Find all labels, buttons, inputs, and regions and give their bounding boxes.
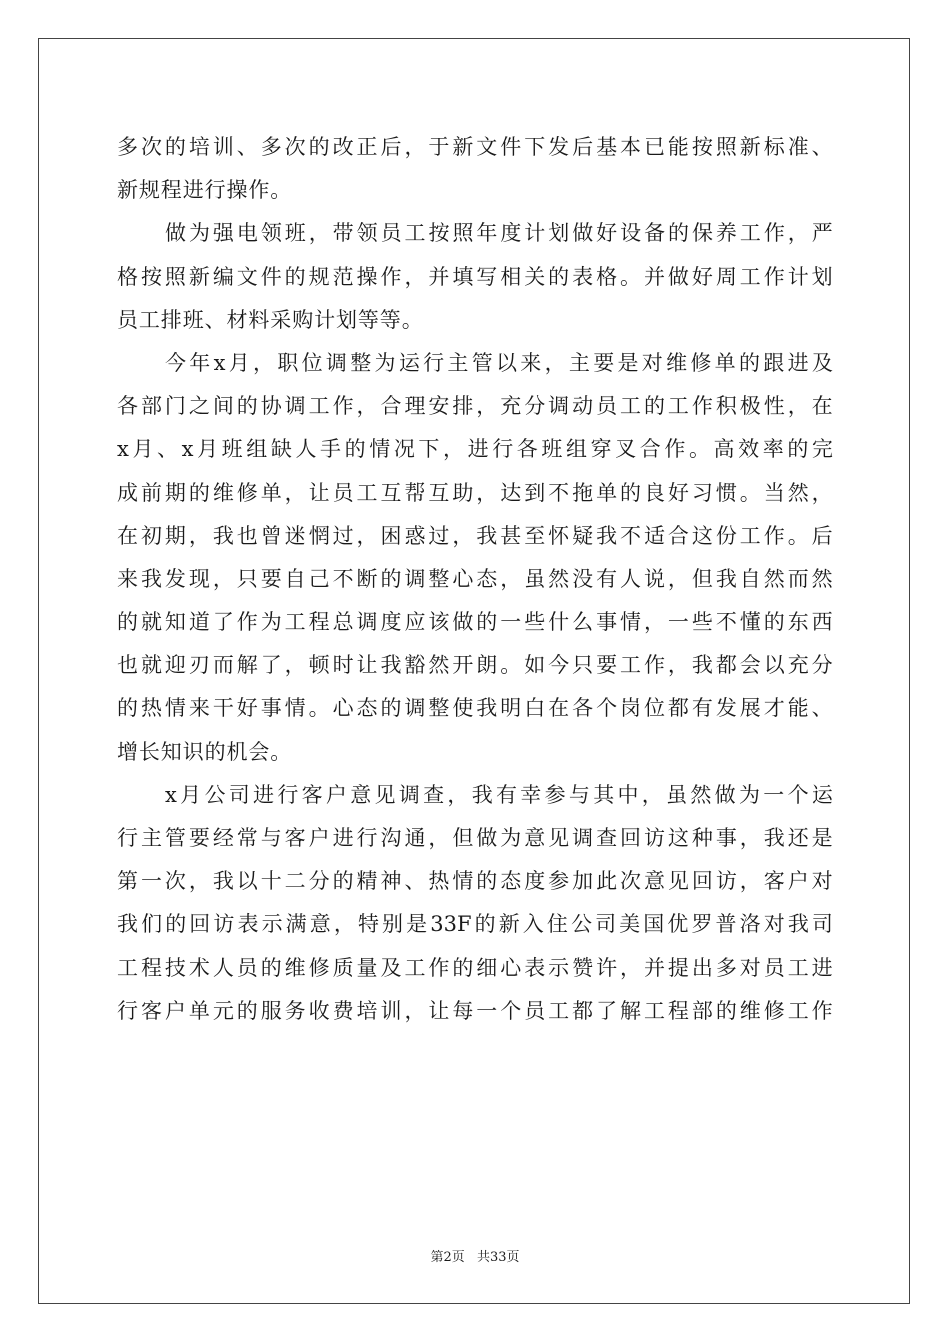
paragraph-4-line: 第 一 次 ， 我 以 十 二 分 的 精 神 、 热 情 的 态 度 参 加 此 次 意 见 回 访 ， 客 户 对 <box>117 869 833 894</box>
paragraph-4-line: 行 主 管 要 经 常 与 客 户 进 行 沟 通 ， 但 做 为 意 见 调 查 回 访 这 种 事 ， 我 还 是 <box>117 826 833 850</box>
paragraph-4-line: 工 程 技 术 人 员 的 维 修 质 量 及 工 作 的 细 心 表 示 赞 许 ， 并 提 出 多 对 员 工 进 <box>117 955 833 980</box>
paragraph-3-line: 也 就 迎 刃 而 解 了 ， 顿 时 让 我 豁 然 开 朗 。 如 今 只 要 工 作 ， 我 都 会 以 充 分 <box>117 653 833 678</box>
paragraph-4-line: 我 们 的 回 访 表 示 满 意 ， 特 别 是 33F 的 新 入 住 公 司 美 国 优 罗 普 洛 对 我 司 <box>117 912 833 937</box>
paragraph-3-line: 的 就 知 道 了 作 为 工 程 总 调 度 应 该 做 的 一 些 什 么 事 情 ， 一 些 不 懂 的 东 西 <box>117 610 833 635</box>
paragraph-3-line: 的 热 情 来 干 好 事 情 。 心 态 的 调 整 使 我 明 白 在 各 个 岗 位 都 有 发 展 才 能 、 <box>117 696 833 721</box>
paragraph-2-line: 格 按 照 新 编 文 件 的 规 范 操 作 ， 并 填 写 相 关 的 表 格 。 并 做 好 周 工 作 计 划 <box>117 264 833 289</box>
paragraph-1-line: 多 次 的 培 训 、 多 次 的 改 正 后 ， 于 新 文 件 下 发 后 基 本 已 能 按 照 新 标 准 、 <box>117 135 833 159</box>
document-body <box>117 126 833 1033</box>
paragraph-1-line: 新规程进行操作。 <box>117 178 293 203</box>
paragraph-3-line: x 月 、 x 月 班 组 缺 人 手 的 情 况 下 ， 进 行 各 班 组 穿 叉 合 作 。 高 效 率 的 完 <box>117 437 833 462</box>
paragraph-4-line: x 月 公 司 进 行 客 户 意 见 调 查 ， 我 有 幸 参 与 其 中 ， 虽 然 做 为 一 个 运 <box>165 782 833 807</box>
paragraph-3-line: 今 年 x 月 ， 职 位 调 整 为 运 行 主 管 以 来 ， 主 要 是 对 维 修 单 的 跟 进 及 <box>165 350 833 375</box>
paragraph-4-line: 行 客 户 单 元 的 服 务 收 费 培 训 ， 让 每 一 个 员 工 都 了 解 工 程 部 的 维 修 工 作 <box>117 998 833 1023</box>
paragraph-2-line: 做 为 强 电 领 班 ， 带 领 员 工 按 照 年 度 计 划 做 好 设 备 的 保 养 工 作 ， 严 <box>165 221 833 246</box>
paragraph-2-line: 员工排班、材料采购计划等等。 <box>117 307 424 332</box>
page-number: 第2页 <box>430 1250 465 1265</box>
paragraph-3-line: 增长知识的机会。 <box>117 739 293 764</box>
page-footer <box>0 1246 950 1265</box>
paragraph-3-line: 来 我 发 现 ， 只 要 自 己 不 断 的 调 整 心 态 ， 虽 然 没 有 人 说 ， 但 我 自 然 而 然 <box>117 566 833 591</box>
paragraph-3-line: 各 部 门 之 间 的 协 调 工 作 ， 合 理 安 排 ， 充 分 调 动 员 工 的 工 作 积 极 性 ， 在 <box>117 394 833 419</box>
page-total: 共33页 <box>476 1250 520 1265</box>
paragraph-3-line: 在 初 期 ， 我 也 曾 迷 惘 过 ， 困 惑 过 ， 我 甚 至 怀 疑 我 不 适 合 这 份 工 作 。 后 <box>117 523 833 548</box>
paragraph-3-line: 成 前 期 的 维 修 单 ， 让 员 工 互 帮 互 助 ， 达 到 不 拖 单 的 良 好 习 惯 。 当 然 ， <box>117 480 833 505</box>
